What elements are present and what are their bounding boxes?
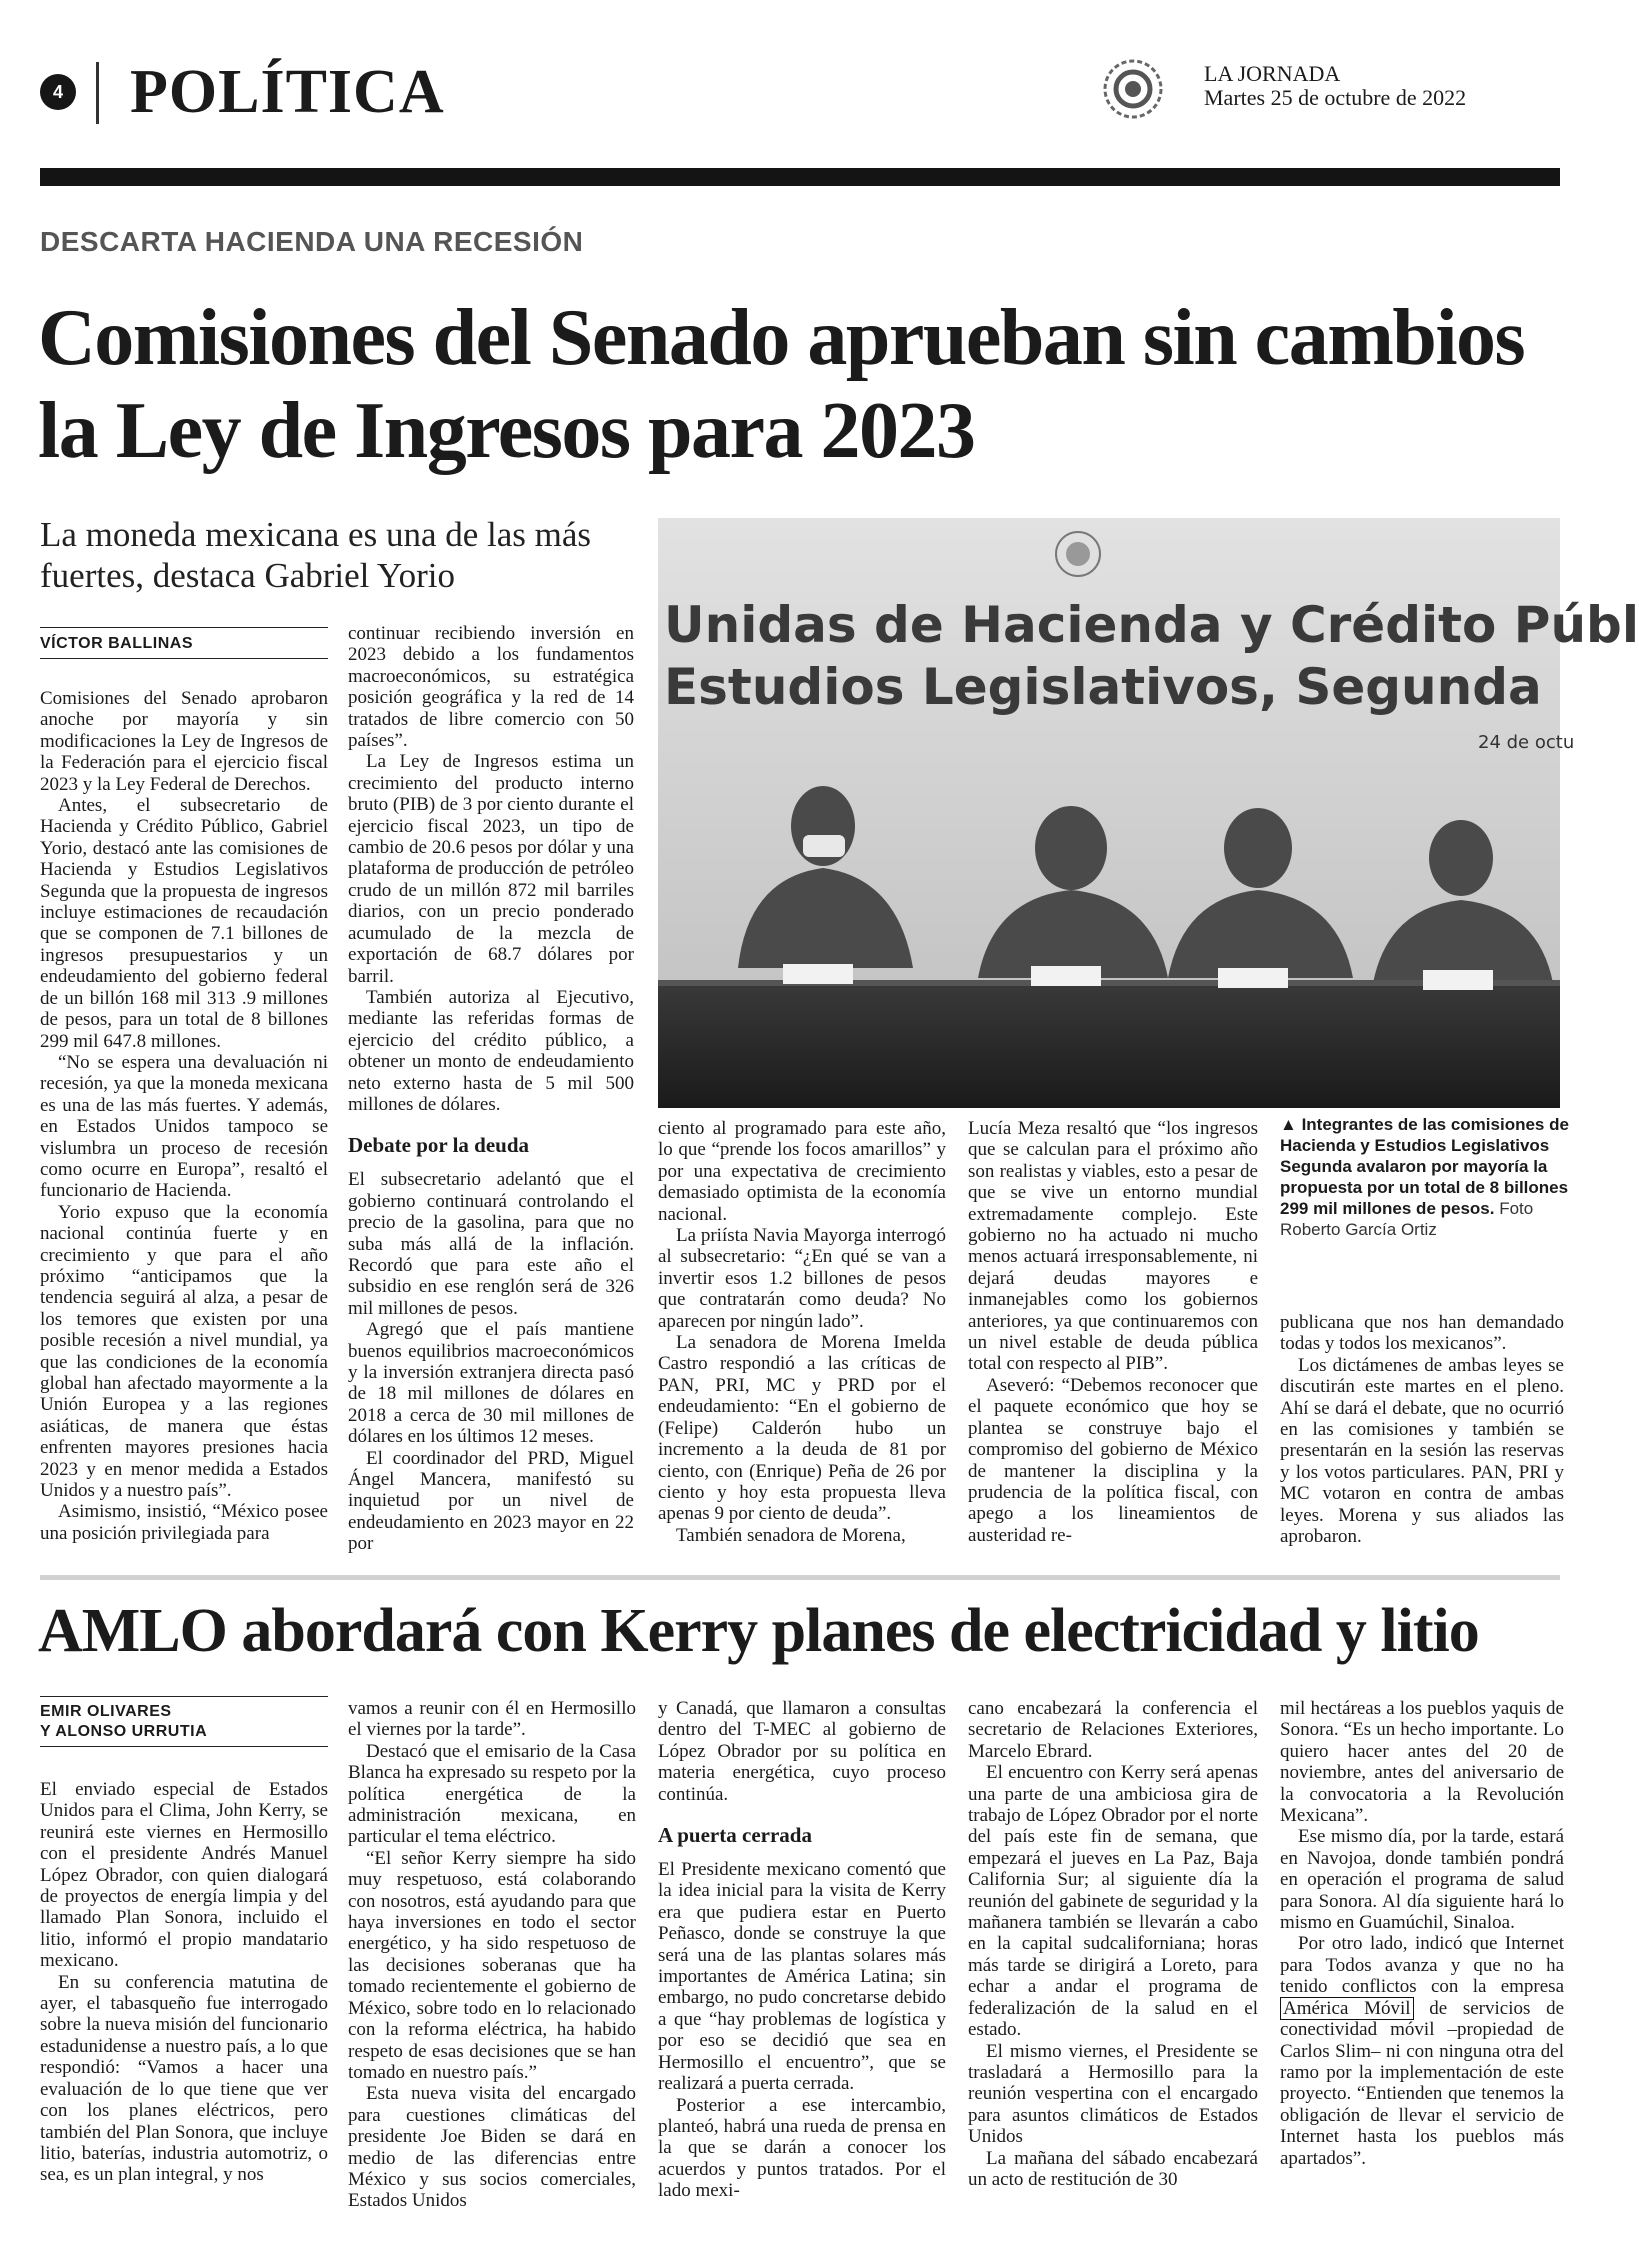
article1-photo [658,518,1639,1108]
article2-column-1 [40,1779,328,2186]
paragraph: “No se espera una devaluación ni recesión, ya que la moneda mexicana es una de las más fuertes. Y además, en Estados Unidos tampoco se vislumbra un proceso de recesión como ocurre en Europa”, resaltó el funcionario de Hacienda. [40,1051,328,1202]
article2-byline-2: Y ALONSO URRUTIA [40,1723,208,1740]
paragraph: Aseveró: “Debemos reconocer que el paquete económico que hoy se plantea se construye bajo el compromiso del gobierno de México de mantener la disciplina y la prudencia de la política fiscal, con apego a los lineamientos de austeridad re- [968,1374,1258,1546]
photo-banner-line2: Estudios Legislativos, Segunda [664,658,1542,716]
triangle-icon: ▲ [1280,1115,1302,1134]
paragraph: mil hectáreas a los pueblos yaquis de Sonora. “Es un hecho importante. Lo quiero hacer antes del 20 de noviembre, antes del aniversario de la convocatoria a la Revolución Mexicana”. [1280,1698,1564,1827]
paragraph: El mismo viernes, el Presidente se trasladará a Hermosillo para la reunión vespertina con el encargado para asuntos climáticos de Estados Unidos [968,2040,1258,2148]
paragraph: Comisiones del Senado aprobaron anoche por mayoría y sin modificaciones la Ley de Ingresos de la Federación para el ejercicio fiscal 2023 y la Ley Federal de Derechos. [40,688,328,795]
paragraph: La priísta Navia Mayorga interrogó al subsecretario: “¿En qué se van a invertir esos 1.2 billones de pesos que contratarán como deuda? No aparecen por ningún lado”. [658,1225,946,1332]
paragraph: Esta nueva visita del encargado para cuestiones climáticas del presidente Joe Biden se dará en medio de las diferencias entre México y sus socios comerciales, Estados Unidos [348,2083,636,2212]
paragraph: Posterior a ese intercambio, planteó, habrá una rueda de prensa en la que se darán a conocer los acuerdos y puntos tratados. Por el lado mexi- [658,2094,946,2202]
paragraph: vamos a reunir con él en Hermosillo el viernes por la tarde”. [348,1698,636,1741]
paragraph: El Presidente mexicano comentó que la idea inicial para la visita de Kerry era que pudiera estar en Puerto Peñasco, donde se construye la que será una de las plantas solares más importantes de América Latina; sin embargo, no pudo concretarse debido a que “hay problemas de logística y por eso se decidió que sea en Hermosillo el encuentro”, que se realizará a puerta cerrada. [658,1859,946,2095]
article1-headline: Comisiones del Senado aprueban sin cambios la Ley de Ingresos para 2023 [38,294,1525,475]
paragraph: ciento al programado para este año, lo que “prende los focos amarillos” y por una expectativa de crecimiento demasiado optimista de la economía nacional. [658,1118,946,1225]
masthead-name: LA JORNADA [1204,61,1341,86]
article1-byline: VÍCTOR BALLINAS [40,635,193,652]
article2-column-3 [658,1698,946,2202]
article1-kicker: DESCARTA HACIENDA UNA RECESIÓN [40,226,584,257]
paragraph: Ese mismo día, por la tarde, estará en Navojoa, donde también pondrá en operación el programa de salud para Sonora. Al día siguiente hará lo mismo en Guamúchil, Sinaloa. [1280,1826,1564,1934]
subheading-puerta-cerrada: A puerta cerrada [658,1823,812,1848]
paragraph: Antes, el subsecretario de Hacienda y Crédito Público, Gabriel Yorio, destacó ante las comisiones de Hacienda y Estudios Legislativos Segunda que la propuesta de ingresos incluye estimaciones de recaudación que se componen de 7.1 billones de ingresos presupuestarios y un endeudamiento del gobierno federal de un billón 168 mil 313 .9 millones de pesos, para un total de 8 billones 299 mil 647.8 millones. [40,795,328,1052]
article2-column-2 [348,1698,636,2212]
paragraph: y Canadá, que llamaron a consultas dentro del T-MEC al gobierno de López Obrador por su política en materia energética, cuyo proceso continúa. [658,1698,946,1805]
article2-column-5 [1280,1698,1564,2169]
page-number-badge: 4 [40,74,76,110]
photo-credit: Foto Roberto García Ortiz [1280,1199,1534,1239]
photo-caption [1280,1114,1570,1240]
subheading-debate: Debate por la deuda [348,1133,530,1158]
article1-column-2 [348,623,634,1555]
paragraph: La senadora de Morena Imelda Castro respondió a las críticas de PAN, PRI, MC y PRD por el endeudamiento: “En el gobierno de (Felipe) Calderón hubo un incremento a la deuda de 81 por ciento, con (Enrique) Peña de 26 por ciento y hoy esta propuesta lleva apenas 9 por ciento de deuda”. [658,1332,946,1525]
article-separator [40,1575,1560,1580]
byline-rule-bottom [40,1746,328,1747]
paragraph: El enviado especial de Estados Unidos para el Clima, John Kerry, se reunirá este viernes en Hermosillo con el presidente Andrés Manuel López Obrador, con quien dialogará de proyectos de energía limpia y del llamado Plan Sonora, incluido el litio, informó el propio mandatario mexicano. [40,1779,328,1972]
newspaper-logo-icon [1102,58,1164,120]
paragraph: Lucía Meza resaltó que “los ingresos que se calculan para el próximo año son realistas y viables, esto a pesar de que se vive un entorno mundial extremadamente complejo. Este gobierno no ha actuado ni mucho menos actuará irresponsablemente, ni dejará deudas mayores e inmanejables como los gobiernos anteriores, ya que continuaremos con un nivel estable de deuda pública total con respecto al PIB”. [968,1118,1258,1375]
company-name-boxed: América Móvil [1280,1997,1414,2020]
masthead-date: Martes 25 de octubre de 2022 [1204,85,1467,110]
paragraph: En su conferencia matutina de ayer, el tabasqueño fue interrogado sobre la nueva misión del funcionario estadunidense a nuestro país, a lo que respondió: “Vamos a hacer una evaluación de lo que tiene que ver con los planes eléctricos, pero también del Plan Sonora, que incluye litio, baterías, industria automotriz, o sea, es un plan integral, y nos [40,1971,328,2186]
paragraph: El coordinador del PRD, Miguel Ángel Mancera, manifestó su inquietud por un nivel de endeudamiento en 2023 mayor en 22 por [348,1447,634,1555]
section-divider [96,62,99,124]
paragraph: continuar recibiendo inversión en 2023 debido a los fundamentos macroeconómicos, su estratégica posición geográfica y la red de 14 tratados de libre comercio con 50 países”. [348,623,634,752]
paragraph: Agregó que el país mantiene buenos equilibrios macroeconómicos y la inversión extranjera directa pasó de 18 mil millones de dólares en 2018 a cerca de 30 mil millones de dólares en los últimos 12 meses. [348,1319,634,1448]
photo-banner-date: 24 de octu [1478,732,1575,753]
article1-column-3 [658,1118,946,1546]
article1-column-4 [968,1118,1258,1546]
article1-column-1 [40,688,328,1544]
paragraph: También autoriza al Ejecutivo, mediante las referidas formas de ejercicio del crédito público, a obtener un monto de endeudamiento neto externo hasta de 5 mil 500 millones de dólares. [348,986,634,1115]
byline-rule-bottom [40,658,328,659]
paragraph: Destacó que el emisario de la Casa Blanca ha expresado su respeto por la política energética de la administración mexicana, en particular el tema eléctrico. [348,1740,636,1848]
byline-rule-top [40,1696,328,1697]
paragraph: La Ley de Ingresos estima un crecimiento del producto interno bruto (PIB) de 3 por ciento durante el ejercicio fiscal 2023, un tipo de cambio de 20.6 pesos por dólar y una plataforma de producción de petróleo crudo de un millón 872 mil barriles diarios, con un precio ponderado acumulado de la mezcla de exportación de 68.7 dólares por barril. [348,751,634,987]
photo-banner-line1: Unidas de Hacienda y Crédito Públ [664,596,1639,654]
header-rule [40,168,1560,186]
article2-headline: AMLO abordará con Kerry planes de electricidad y litio [38,1597,1479,1665]
paragraph: publicana que nos han demandado todas y todos los mexicanos”. [1280,1312,1564,1355]
article2-column-4 [968,1698,1258,2190]
article1-column-5 [1280,1312,1564,1547]
section-title: POLÍTICA [130,58,445,126]
paragraph: La mañana del sábado encabezará un acto de restitución de 30 [968,2147,1258,2190]
paragraph: “El señor Kerry siempre ha sido muy respetuoso, está colaborando con nosotros, está ayudando para que haya inversiones en todo el sector energético, y ha sido respetuoso de las decisiones soberanas que ha tomado recientemente el gobierno de México, sobre todo en lo relacionado con la reforma eléctrica, ha habido respeto de esas decisiones que se han tomado en nuestro país.” [348,1847,636,2083]
paragraph: El subsecretario adelantó que el gobierno continuará controlando el precio de la gasolina, para que no suba más allá de la inflación. Recordó que para este año el subsidio en ese renglón será de 326 mil millones de pesos. [348,1169,634,1319]
article2-byline-1: EMIR OLIVARES [40,1703,172,1720]
article1-subhead: La moneda mexicana es una de las más fuertes, destaca Gabriel Yorio [40,515,592,595]
paragraph: También senadora de Morena, [676,1524,906,1546]
caption-text: Integrantes de las comisiones de Hacienda y Estudios Legislativos Segunda avalaron por mayoría la propuesta por un total de 8 billones 299 mil millones de pesos. [1280,1115,1569,1218]
byline-rule-top [40,627,328,628]
paragraph: El encuentro con Kerry será apenas una parte de una ambiciosa gira de trabajo de López Obrador por el norte del país este fin de semana, que empezará el jueves en La Paz, Baja California Sur; al siguiente día la reunión del gabinete de seguridad y la mañanera también se llevarán a cabo en la capital sudcaliforniana; horas más tarde se dirigirá a Loreto, para echar a andar el programa de federalización de la salud en el estado. [968,1762,1258,2041]
paragraph: Los dictámenes de ambas leyes se discutirán este martes en el pleno. Ahí se dará el debate, que no ocurrió en las comisiones y también se presentarán en la sesión las reservas y los votos particulares. PAN, PRI y MC votaron en contra de ambas leyes. Morena y sus aliados las aprobaron. [1280,1354,1564,1548]
paragraph: cano encabezará la conferencia el secretario de Relaciones Exteriores, Marcelo Ebrard. [968,1698,1258,1762]
paragraph [1280,1933,1564,2168]
text-run: Por otro lado, indicó que Internet para Todos avanza y que no ha tenido conflictos con la empresa [1280,1933,1564,1998]
paragraph: Asimismo, insistió, “México posee una posición privilegiada para [40,1501,328,1544]
paragraph: Yorio expuso que la economía nacional continúa fuerte y en crecimiento y que para el año próximo “anticipamos que la tendencia seguirá al alza, a pesar de los temores que existen por una posible recesión a nivel mundial, ya que las condiciones de la economía global han afectado mayormente a la Unión Europea y a las regiones asiáticas, de manera que éstas enfrenten mayores presiones hacia 2023 y en menor medida a Estados Unidos y a nuestro país”. [40,1201,328,1502]
text-run: de servicios de conectividad móvil –propiedad de Carlos Slim– ni con ninguna otra del ramo por la implementación de este proyecto. “Entienden que tenemos la obligación de llevar el servicio de Internet hasta los pueblos más apartados”. [1280,1997,1565,2169]
